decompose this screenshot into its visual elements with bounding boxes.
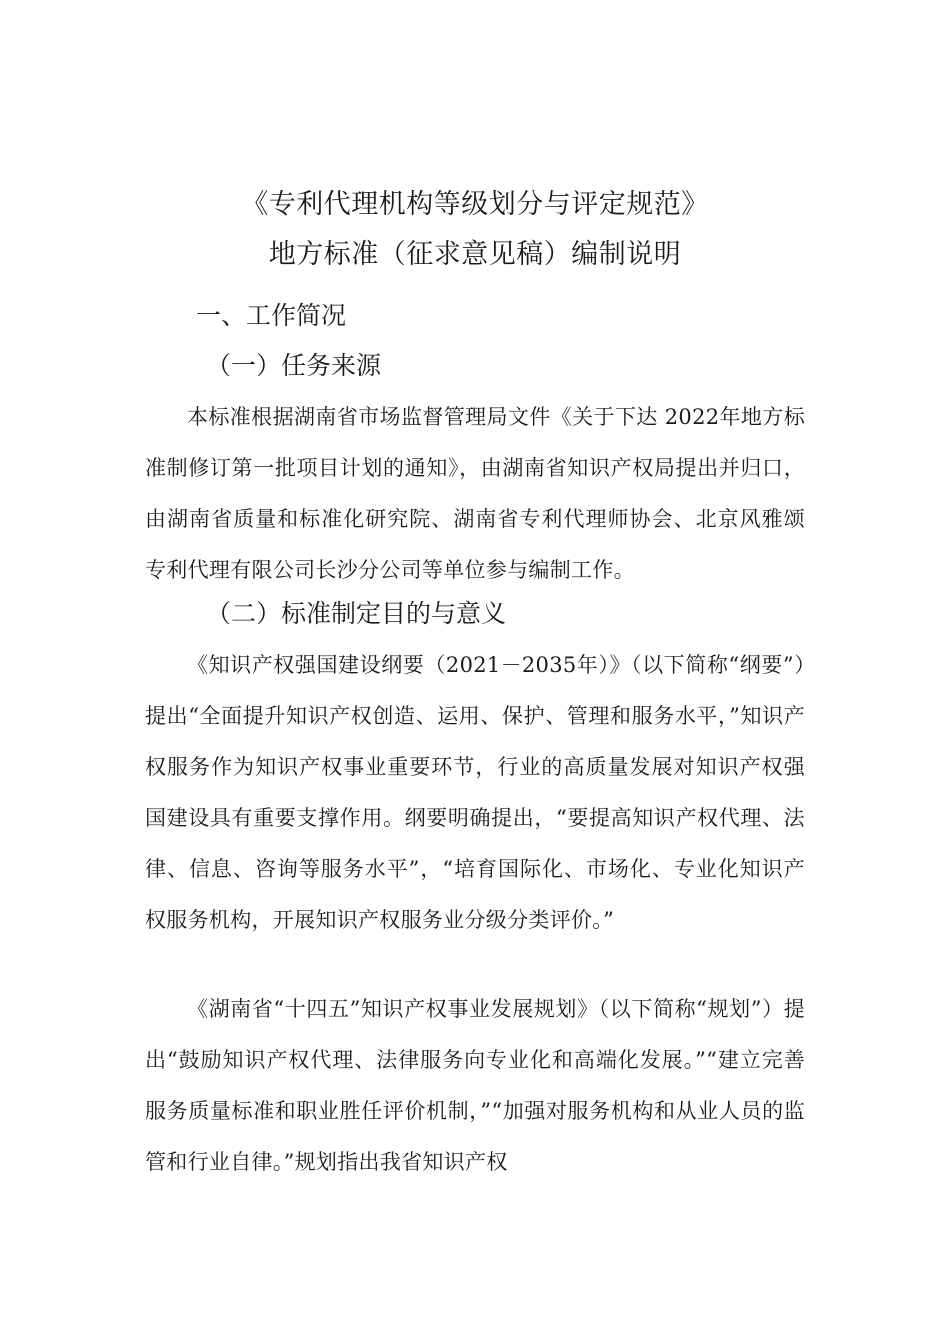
document-title-line-2: 地方标准（征求意见稿）编制说明 [268, 239, 682, 270]
paragraph-outline-strategy: 《知识产权强国建设纲要（2021－2035年）》（以下简称“纲要”）提出“全面提升知识产权创造、运用、保护、管理和服务水平，”知识产权服务作为知识产权事业重要环节，行业的高质量发展对知识产权强国建设具有重要支撑作用。纲要明确提出，“要提高知识产权代理、法律、信息、咨询等服务水平”，“培育国际化、市场化、专业化知识产权服务机构，开展知识产权服务业分级分类评价。” [145, 653, 805, 932]
paragraph-task-source: 本标准根据湖南省市场监督管理局文件《关于下达 2022年地方标准制修订第一批项目计划的通知》，由湖南省知识产权局提出并归口，由湖南省质量和标准化研究院、湖南省专利代理师协会、北京风雅颂专利代理有限公司长沙分公司等单位参与编制工作。 [145, 405, 805, 582]
section-heading-work-overview: 一、工作简况 [196, 301, 347, 330]
paragraph-hunan-plan: 《湖南省“十四五”知识产权事业发展规划》（以下简称“规划”）提出“鼓励知识产权代理、法律服务向专业化和高端化发展。”“建立完善服务质量标准和职业胜任评价机制，”“加强对服务机构和从业人员的监管和行业自律。”规划指出我省知识产权 [145, 997, 805, 1174]
document-title-line-1: 《专利代理机构等级划分与评定规范》 [241, 189, 709, 220]
subsection-heading-task-source: （一）任务来源 [206, 351, 382, 380]
subsection-heading-purpose: （二）标准制定目的与意义 [206, 599, 507, 628]
